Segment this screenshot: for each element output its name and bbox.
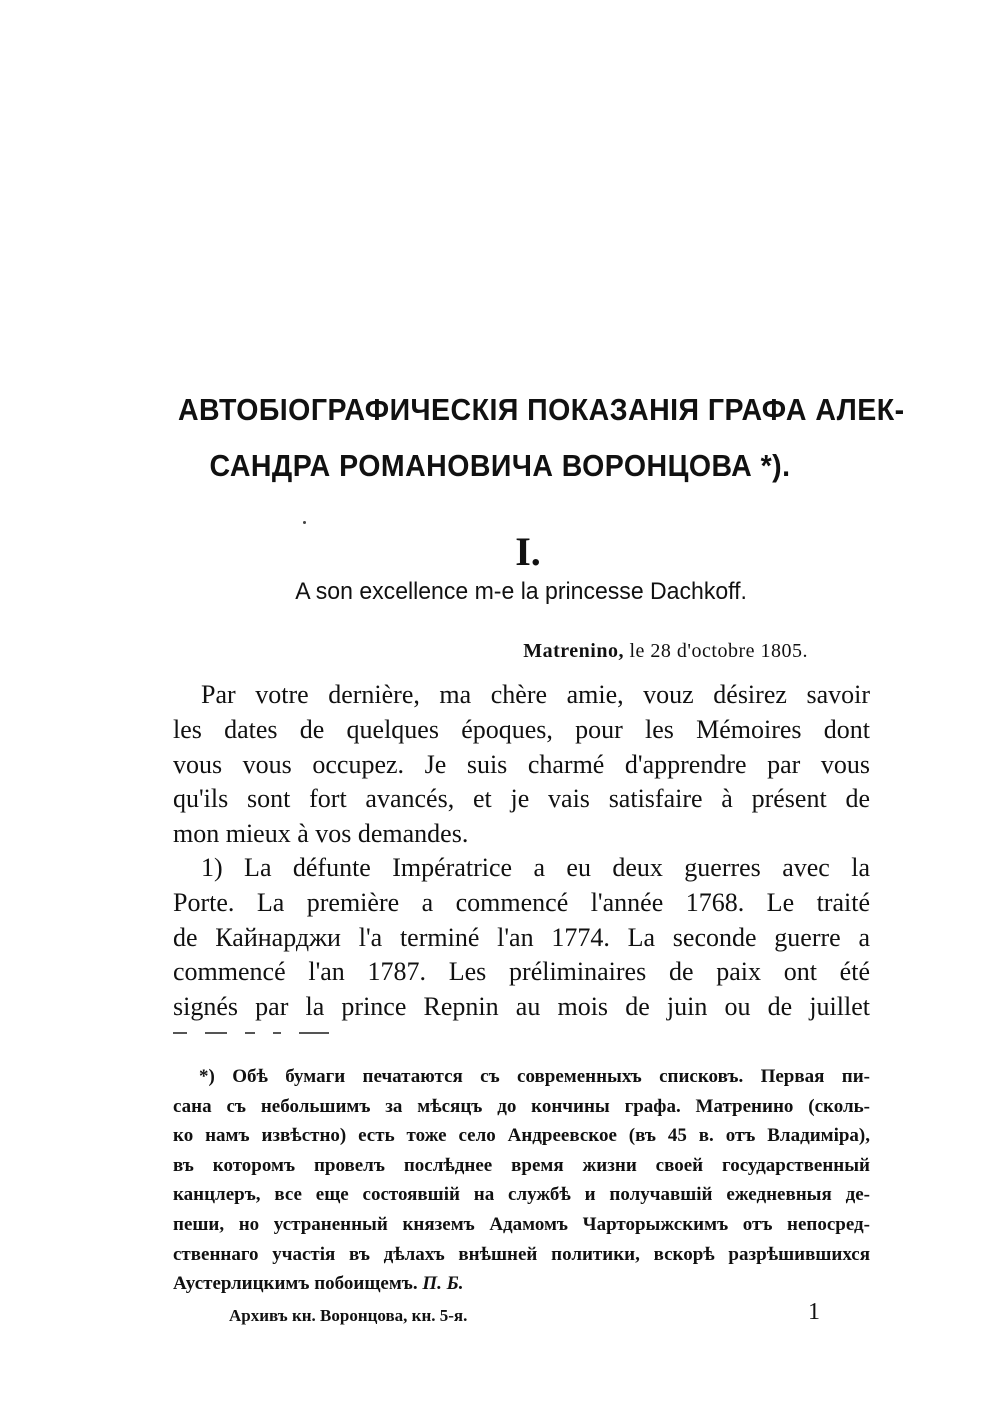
footer-source: Архивъ кн. Воронцова, кн. 5-я. [229,1306,468,1325]
body-line: commencé l'an 1787. Les préliminaires de paix ont été [173,957,870,987]
page-number: 1 [808,1299,820,1325]
footnote-line: *) Обѣ бумаги печатаются съ современныхъ списковъ. Первая пи- [199,1066,870,1087]
cut-off-text-line [173,1032,363,1038]
body-line: signés par la prince Repnin au mois de juin ou de juillet [173,992,870,1022]
body-line: Porte. La première a commencé l'année 1768. Le traité [173,887,870,917]
footnote [173,1062,870,1299]
section-number: I. [515,529,541,574]
footnote-signature: П. Б. [422,1273,464,1295]
footnote-line: въ которомъ провелъ послѣднее время жизни своей государственный [173,1154,870,1176]
body-line: Par votre dernière, ma chère amie, vouz désirez savoir [201,680,870,709]
paragraph-1 [173,678,870,852]
title-line-2: САНДРА РОМАНОВИЧА ВОРОНЦОВА *). [209,448,791,483]
letter-dateline [523,640,808,663]
letter-addressee: A son excellence m-e la princesse Dachkoff. [295,578,747,605]
footnote-line: ко намъ извѣстно) есть тоже село Андреевское (въ 45 в. отъ Владиміра), [173,1125,870,1147]
dateline-date: le 28 d'octobre 1805. [629,640,808,662]
title-line-1: АВТОБІОГРАФИЧЕСКІЯ ПОКАЗАНІЯ ГРАФА АЛЕК- [178,392,905,427]
footnote-line: сана съ небольшимъ за мѣсяцъ до кончины графа. Матренино (сколь- [173,1095,870,1117]
footnote-line: канцлеръ, все еще состоявшій на службѣ и получавшій ежедневныя де- [173,1184,870,1206]
body-line: mon mieux à vos demandes. [173,819,469,849]
body-line: les dates de quelques époques, pour les Mémoires dont [173,714,870,744]
footnote-line: ственнаго участія въ дѣлахъ внѣшней политики, вскорѣ разрѣшившихся [173,1243,870,1265]
paragraph-2 [173,851,870,1025]
print-speck [303,521,306,524]
body-line: de Кайнарджи l'a terminé l'an 1774. La seconde guerre a [173,922,870,952]
footnote-line: пеши, но устраненный княземъ Адамомъ Чарторыжскимъ отъ непосред- [173,1213,870,1235]
body-line: qu'ils sont fort avancés, et je vais satisfaire à présent de [173,784,870,814]
dateline-place: Matrenino, [523,640,624,662]
body-line: vous vous occupez. Je suis charmé d'apprendre par vous [173,749,870,779]
footnote-line [173,1269,870,1299]
body-line: 1) La défunte Impératrice a eu deux guerres avec la [201,853,870,882]
footnote-last-text: Аустерлицкимъ побоищемъ. [173,1273,418,1295]
